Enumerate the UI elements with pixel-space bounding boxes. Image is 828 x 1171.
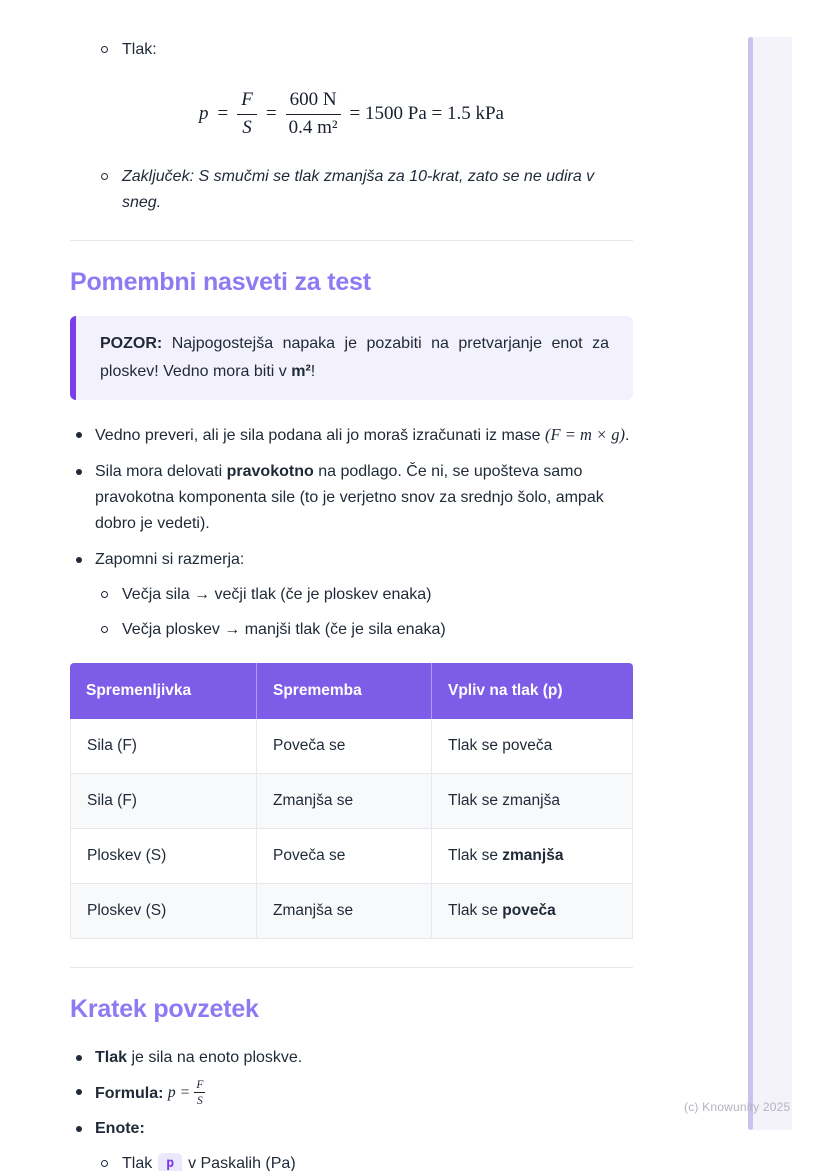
list-item: Tlak p v Paskalih (Pa) [95, 1151, 633, 1171]
ratios-sublist [95, 582, 633, 643]
table-cell-change: Zmanjša se [257, 774, 432, 829]
list-item-conclusion [70, 164, 633, 216]
section-divider [70, 967, 633, 968]
table-header-effect: Vpliv na tlak (p) [432, 663, 633, 719]
section-heading-tips: Pomembni nasveti za test [70, 267, 371, 296]
table-cell-change: Poveča se [257, 719, 432, 774]
list-item: Vedno preveri, ali je sila podana ali jo moraš izračunati iz mase (F = m × g). [70, 422, 633, 449]
formula-equals: = [217, 103, 229, 125]
table-cell-effect: Tlak se poveča [432, 719, 633, 774]
watermark: (c) Knowunity 2025 [684, 1100, 791, 1114]
callout-label: POZOR: [100, 334, 163, 352]
table-cell-effect: Tlak se poveča [432, 884, 633, 939]
list-item: Zapomni si razmerja: Večja sila → večji tlak (če je ploskev enaka) Večja ploskev → manjši tlak (če je sila enaka) [70, 547, 633, 643]
list-item: Večja sila → večji tlak (če je ploskev enaka) [95, 582, 633, 608]
pressure-effects-table [70, 663, 633, 939]
callout-unit: m² [291, 362, 311, 380]
summary-list [70, 1045, 633, 1171]
callout-text: POZOR: Najpogostejša napaka je pozabiti na pretvarjanje enot za ploskev! Vedno mora biti v m²! [100, 334, 609, 380]
list-item: Enote: Tlak p v Paskalih (Pa) [70, 1116, 633, 1171]
section-divider [70, 240, 633, 241]
table-header-row [70, 663, 633, 719]
table-row [70, 884, 633, 939]
list-item: Sila mora delovati pravokotno na podlago. Če ni, se upošteva samo pravokotna komponenta sile (to je verjetno snov za srednjo šolo, ampak dobro je vedeti). [70, 459, 633, 537]
list-item: Formula: p = $\frac{F}{S}$ [70, 1079, 633, 1108]
table-row [70, 774, 633, 829]
conclusion-text: Zaključek: S smučmi se tlak zmanjša za 10-krat, zato se ne udira v sneg. [122, 167, 595, 211]
table-header-variable: Spremenljivka [70, 663, 257, 719]
list-item: Večja ploskev → manjši tlak (če je sila enaka) [95, 617, 633, 643]
formula-lhs: p [199, 103, 209, 125]
pressure-symbol-chip: p [158, 1153, 182, 1171]
formula-equals: = [265, 103, 277, 125]
summary-formula-fraction: $\frac{F}{S}$ [196, 1078, 204, 1108]
table-header-change: Sprememba [257, 663, 432, 719]
table-cell-change: Poveča se [257, 829, 432, 884]
list-item-tlak [70, 37, 633, 63]
table-cell-change: Zmanjša se [257, 884, 432, 939]
scrollbar-thumb[interactable] [748, 37, 753, 1130]
table-cell-effect: Tlak se zmanjša [432, 774, 633, 829]
units-sublist [95, 1151, 633, 1171]
scrollbar-track[interactable] [752, 37, 792, 1130]
formula-fraction-symbolic: $\frac{F}{S}$ [237, 89, 257, 140]
tlak-label: Tlak: [122, 41, 157, 58]
pressure-formula [70, 89, 633, 140]
tlak-sublist [70, 37, 633, 63]
table-cell-variable: Sila (F) [70, 774, 257, 829]
force-formula-inline: (F = m × g) [545, 424, 626, 444]
section-heading-summary: Kratek povzetek [70, 994, 259, 1023]
formula-result: = 1500 Pa = 1.5 kPa [349, 103, 504, 125]
table-cell-variable: Ploskev (S) [70, 829, 257, 884]
table-row [70, 719, 633, 774]
tips-list [70, 422, 633, 643]
summary-formula-inline: p = $\frac{F}{S}$ [167, 1078, 204, 1108]
conclusion-sublist [70, 164, 633, 216]
warning-callout [70, 316, 633, 400]
table-cell-effect: Tlak se zmanjša [432, 829, 633, 884]
formula-fraction-numeric: $\frac{600 N}{\text{0.4 m²}}$ [286, 89, 341, 140]
table-cell-variable: Sila (F) [70, 719, 257, 774]
table-cell-variable: Ploskev (S) [70, 884, 257, 939]
list-item: Tlak je sila na enoto ploskve. [70, 1045, 633, 1071]
table-row [70, 829, 633, 884]
